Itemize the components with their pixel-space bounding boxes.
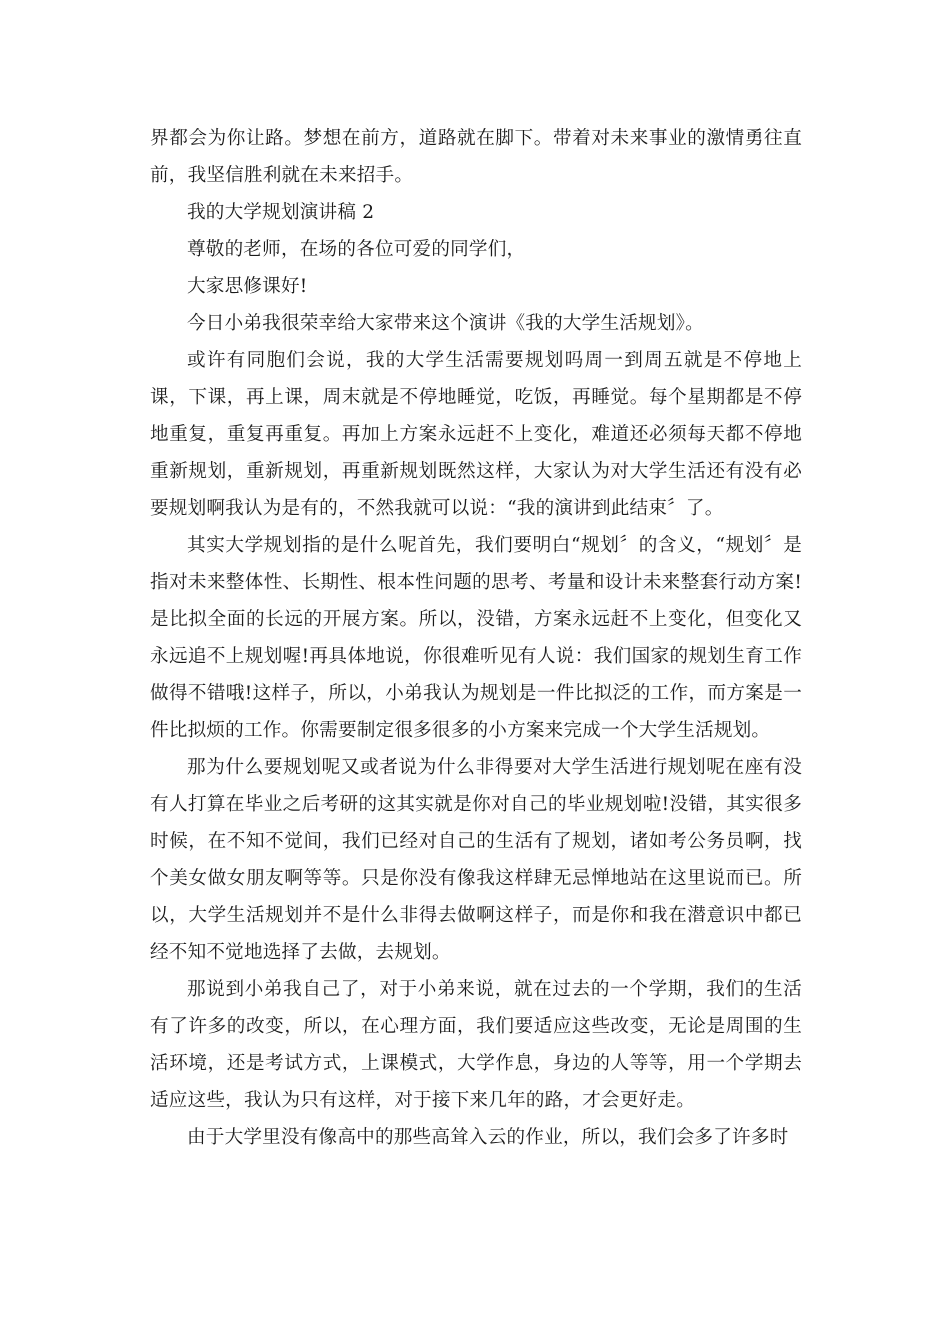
paragraph: 或许有同胞们会说，我的大学生活需要规划吗周一到周五就是不停地上课，下课，再上课，周末就是不停地睡觉，吃饭，再睡觉。每个星期都是不停地重复，重复再重复。再加上方案永远赶不上变化，难道还必须每天都不停地重新规划，重新规划，再重新规划既然这样，大家认为对大学生活还有没有必要规划啊我认为是有的，不然我就可以说：“我的演讲到此结束〞了。 xyxy=(150,350,802,519)
paragraph: 由于大学里没有像高中的那些高耸入云的作业，所以，我们会多了许多时 xyxy=(187,1127,789,1148)
document-page xyxy=(150,120,802,1156)
paragraph-continuation: 界都会为你让路。梦想在前方，道路就在脚下。带着对未来事业的激情勇往直前，我坚信胜利就在未来招手。 xyxy=(150,128,802,186)
salutation: 尊敬的老师，在场的各位可爱的同学们， xyxy=(187,239,526,260)
paragraph: 那说到小弟我自己了，对于小弟来说，就在过去的一个学期，我们的生活有了许多的改变，所以，在心理方面，我们要适应这些改变，无论是周围的生活环境，还是考试方式，上课模式，大学作息，身边的人等等，用一个学期去适应这些，我认为只有这样，对于接下来几年的路，才会更好走。 xyxy=(150,979,802,1111)
paragraph: 其实大学规划指的是什么呢首先，我们要明白“规划〞的含义，“规划〞是指对未来整体性、长期性、根本性问题的思考、考量和设计未来整套行动方案!是比拟全面的长远的开展方案。所以，没错，方案永远赶不上变化，但变化又永远追不上规划喔!再具体地说，你很难听见有人说：我们国家的规划生育工作做得不错哦!这样子，所以，小弟我认为规划是一件比拟泛的工作，而方案是一件比拟烦的工作。你需要制定很多很多的小方案来完成一个大学生活规划。 xyxy=(150,535,802,741)
paragraph: 那为什么要规划呢又或者说为什么非得要对大学生活进行规划呢在座有没有人打算在毕业之后考研的这其实就是你对自己的毕业规划啦!没错，其实很多时候，在不知不觉间，我们已经对自己的生活有了规划，诸如考公务员啊，找个美女做女朋友啊等等。只是你没有像我这样肆无忌惮地站在这里说而已。所以，大学生活规划并不是什么非得去做啊这样子，而是你和我在潜意识中都已经不知不觉地选择了去做，去规划。 xyxy=(150,757,802,963)
greeting: 大家思修课好! xyxy=(187,276,308,297)
speech-title: 我的大学规划演讲稿 2 xyxy=(187,202,375,223)
intro-line: 今日小弟我很荣幸给大家带来这个演讲《我的大学生活规划》。 xyxy=(187,313,704,334)
